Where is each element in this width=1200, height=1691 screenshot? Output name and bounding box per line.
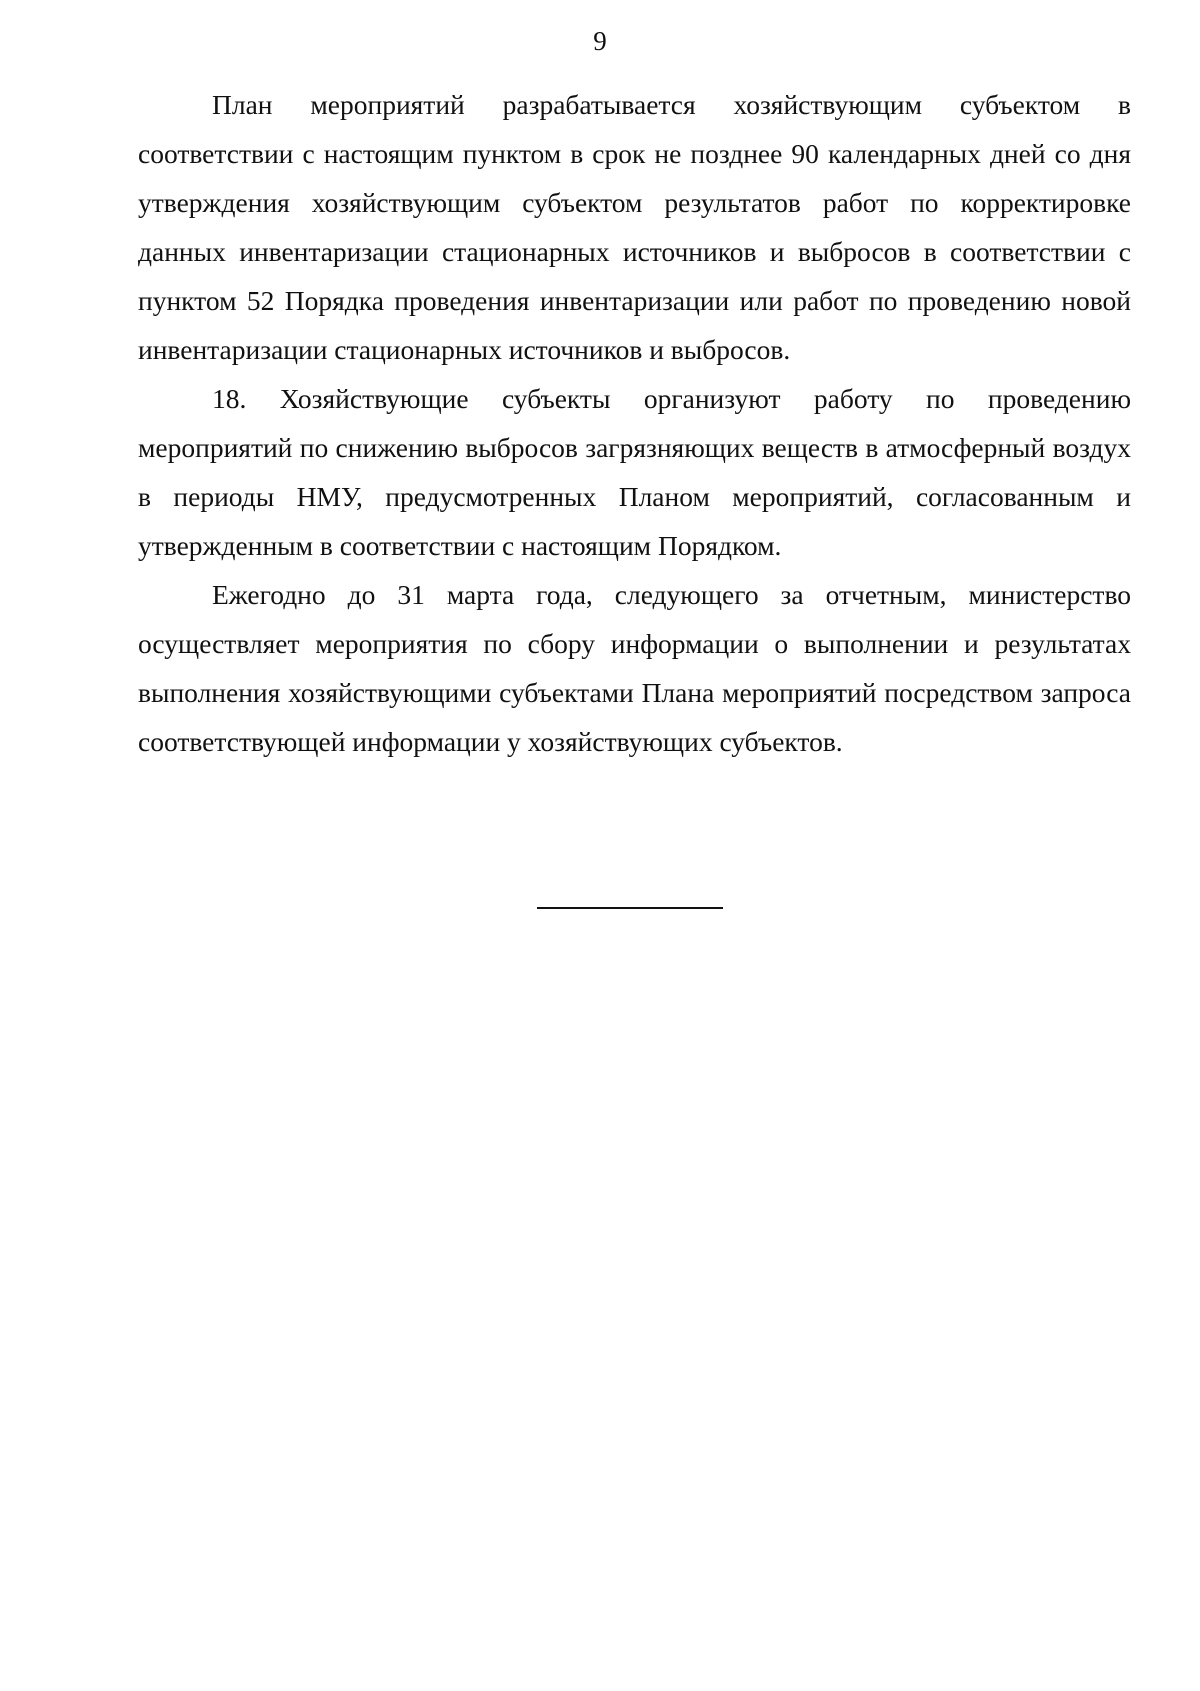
paragraph-plan-development: План мероприятий разрабатывается хозяйствующим субъектом в соответствии с настоящим пунктом в срок не позднее 90 календарных дней со дня утверждения хозяйствующим субъектом результатов работ по корректировке данных инвентаризации стационарных источников и выбросов в соответствии с пунктом 52 Порядка проведения инвентаризации или работ по проведению новой инвентаризации стационарных источников и выбросов.	[138, 89, 1131, 365]
document-body	[138, 80, 1131, 766]
paragraph-annual-reporting: Ежегодно до 31 марта года, следующего за отчетным, министерство осуществляет мероприятия по сбору информации о выполнении и результатах выполнения хозяйствующими субъектами Плана мероприятий посредством запроса соответствующей информации у хозяйствующих субъектов.	[138, 579, 1131, 757]
paragraph-18-nmu-measures: 18. Хозяйствующие субъекты организуют работу по проведению мероприятий по снижению выбросов загрязняющих веществ в атмосферный воздух в периоды НМУ, предусмотренных Планом мероприятий, согласованным и утвержденным в соответствии с настоящим Порядком.	[138, 383, 1131, 561]
end-divider-line	[537, 907, 723, 909]
page-number: 9	[593, 26, 607, 56]
